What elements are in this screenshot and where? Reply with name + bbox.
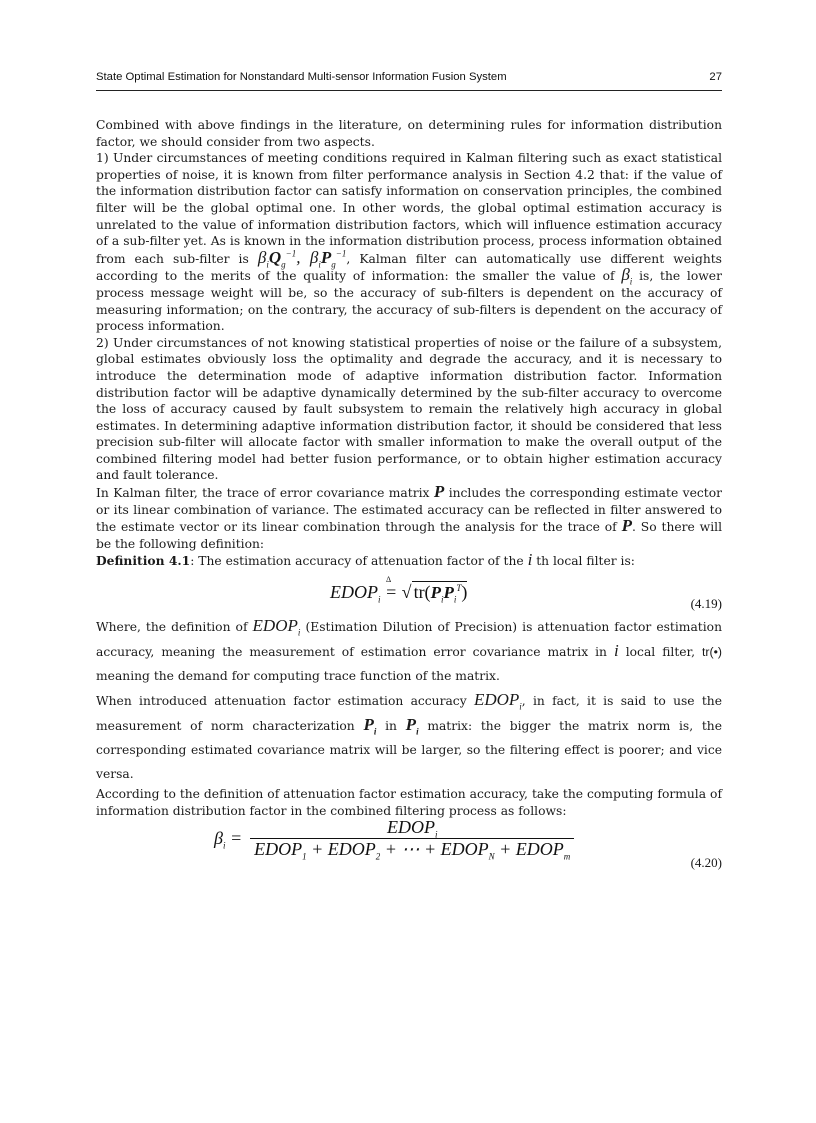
beta-lhs: $\beta_i$ = <box>214 828 243 851</box>
paragraph-case-1: 1) Under circumstances of meeting conditions required in Kalman filtering such as exact statistical properties of noise, it is known from filter performance analysis in Section 4.2 that: if the value of the information distribution factor can satisfy information on conservation principles, the combined filter will be the global optimal one. In other words, the global optimal estimation accuracy is unrelated to the value of information distribution factors, which will influence estimation accuracy of a sub-filter yet. As is known in the information distribution process, process information obtained from each sub-filter is $\beta_iQ_g^{-1}$, $\beta_iP_g^{-1}$, Kalman filter can automatically use different weights according to the merits of the quality of information: the smaller the value of $\beta_i$ is, the lower process message weight will be, so the accuracy of sub-filters is dependent on the accuracy of measuring information; on the contrary, the accuracy of sub-filters is dependent on the accuracy of process information. <box>96 151 722 334</box>
symbol-beta-i: $\beta_i$ <box>621 265 633 287</box>
delta-symbol: Δ <box>386 575 392 585</box>
paragraph-trace: In Kalman filter, the trace of error covariance matrix P includes the corresponding estimate vector or its linear combination of variance. The estimated accuracy can be reflected in filter answered to the estimate vector or its linear combination through the analysis for the trace of P. So there will be the following definition: <box>96 482 722 551</box>
formula-process-info: $\beta_iQ_g^{-1}$, $\beta_iP_g^{-1}$ <box>257 247 347 270</box>
symbol-edop-i: $EDOP_i$ <box>252 616 301 638</box>
symbol-P-i-2: $P_i$ <box>405 715 419 737</box>
equation-edop: Δ $EDOP_i$ = √ $tr(P_iP_i^T)$ <box>330 584 467 602</box>
page-number: 27 <box>709 71 722 83</box>
equation-beta <box>214 817 574 862</box>
symbol-trace: tr(•) <box>702 645 723 660</box>
paragraph-edop-definition: Where, the definition of $EDOP_i$ (Estimation Dilution of Precision) is attenuation factor estimation accuracy, meaning the measurement of estimation error covariance matrix in i local filter, tr(•) meaning the demand for computing trace function of the matrix. <box>96 616 723 684</box>
equation-4-20 <box>96 819 722 877</box>
fraction <box>250 817 574 862</box>
equation-4-19 <box>96 570 722 614</box>
running-header <box>96 71 722 83</box>
symbol-edop-i-2: $EDOP_i$ <box>473 690 522 712</box>
symbol-i-2: i <box>613 641 619 661</box>
symbol-P-i: $P_i$ <box>363 715 377 737</box>
fraction-denominator: $EDOP_1$ + $EDOP_2$ + ⋯ + $EDOP_N$ + $EDOP_m$ <box>250 838 574 858</box>
symbol-P-2: P <box>621 516 633 536</box>
definition-4-1: Definition 4.1: The estimation accuracy of attenuation factor of the i th local filter is: <box>96 550 635 570</box>
symbol-P: P <box>433 482 445 502</box>
equation-number-4-19: (4.19) <box>690 596 722 612</box>
running-title: State Optimal Estimation for Nonstandard Multi-sensor Information Fusion System <box>96 71 507 83</box>
definition-label: Definition 4.1 <box>96 553 191 569</box>
body-text <box>96 117 722 877</box>
equation-number-4-20: (4.20) <box>690 855 722 871</box>
paragraph-intro: Combined with above findings in the literature, on determining rules for information distribution factor, we should consider from two aspects. <box>96 118 722 149</box>
header-divider <box>96 90 722 91</box>
paragraph-case-2: 2) Under circumstances of not knowing statistical properties of noise or the failure of a subsystem, global estimates obviously loss the optimality and degrade the accuracy, and it is necessary to introduce the determination mode of adaptive information distribution factor. Information distribution factor will be adaptive dynamically determined by the sub-filter accuracy to overcome the loss of accuracy caused by fault subsystem to remain the relatively high accuracy in global estimates. In determining adaptive information distribution factor, it should be considered that less precision sub-filter will allocate factor with smaller information to make the overall output of the combined filtering model had better fusion performance, or to obtain higher estimation accuracy and fault tolerance. <box>96 335 722 483</box>
paragraph-norm: When introduced attenuation factor estimation accuracy $EDOP_i$, in fact, it is said to use the measurement of norm characterization $P_i$ in $P_i$ matrix: the bigger the matrix norm is, the corresponding estimated covariance matrix will be larger, so the filtering effect is poorer; and vice versa. <box>96 690 722 782</box>
fraction-numerator: $EDOP_i$ <box>386 817 438 840</box>
symbol-i: i <box>527 550 533 570</box>
paragraph-formula-intro: According to the definition of attenuation factor estimation accuracy, take the computing formula of information distribution factor in the combined filtering process as follows: <box>96 787 722 818</box>
